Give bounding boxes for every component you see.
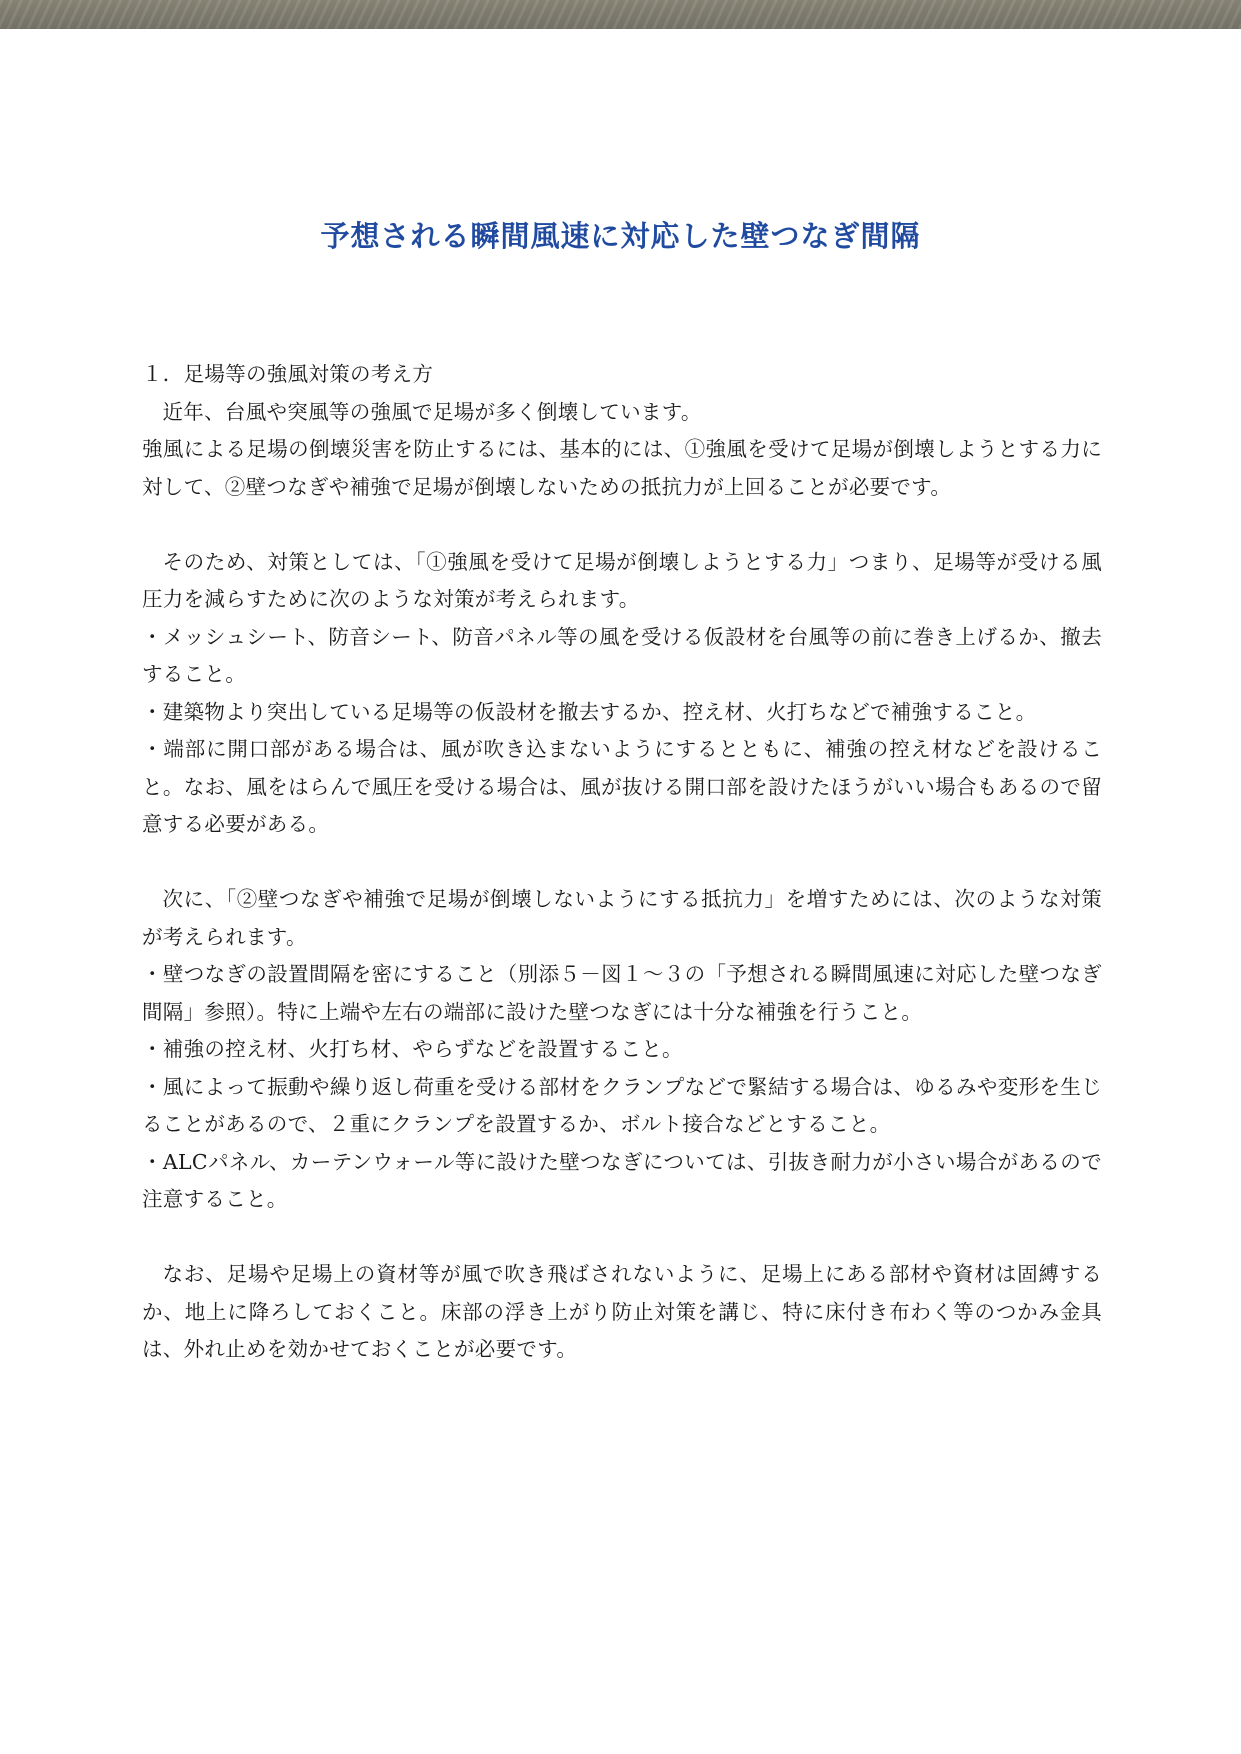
page-title: 予想される瞬間風速に対応した壁つなぎ間隔 (320, 219, 921, 253)
bullet-item: ・壁つなぎの設置間隔を密にすること（別添５－図１～３の「予想される瞬間風速に対応した壁つなぎ間隔」参照）。特に上端や左右の端部に設けた壁つなぎには十分な補強を行うこと。 (142, 962, 1102, 1024)
bullet-item: ・ALCパネル、カーテンウォール等に設けた壁つなぎについては、引抜き耐力が小さい場合があるので注意すること。 (142, 1149, 1102, 1211)
paragraph-gap (142, 506, 1102, 544)
paragraph-wind-force: そのため、対策としては、「①強風を受けて足場が倒壊しようとする力」つまり、足場等が受ける風圧力を減らすために次のような対策が考えられます。 (142, 549, 1102, 611)
paragraph-gap (142, 1219, 1102, 1257)
document-body (142, 356, 1102, 1369)
bullet-item: ・メッシュシート、防音シート、防音パネル等の風を受ける仮設材を台風等の前に巻き上げるか、撤去すること。 (142, 624, 1102, 686)
section-heading: １．足場等の強風対策の考え方 (142, 362, 434, 386)
paragraph-materials: なお、足場や足場上の資材等が風で吹き飛ばされないように、足場上にある部材や資材は固縛するか、地上に降ろしておくこと。床部の浮き上がり防止対策を講じ、特に床付き布わく等のつかみ金具は、外れ止めを効かせておくことが必要です。 (142, 1262, 1102, 1361)
paragraph-gap (142, 844, 1102, 882)
paragraph-intro: 近年、台風や突風等の強風で足場が多く倒壊しています。 (162, 399, 702, 424)
paragraph-resistance: 次に、「②壁つなぎや補強で足場が倒壊しないようにする抵抗力」を増すためには、次のような対策が考えられます。 (142, 887, 1102, 949)
bullet-item: ・風によって振動や繰り返し荷重を受ける部材をクランプなどで緊結する場合は、ゆるみや変形を生じることがあるので、２重にクランプを設置するか、ボルト接合などとすること。 (142, 1074, 1102, 1136)
bullet-item: ・補強の控え材、火打ち材、やらずなどを設置すること。 (142, 1037, 683, 1061)
paragraph-principle: 強風による足場の倒壊災害を防止するには、基本的には、①強風を受けて足場が倒壊しようとする力に対して、②壁つなぎや補強で足場が倒壊しないための抵抗力が上回ることが必要です。 (142, 437, 1102, 499)
header-band (0, 0, 1241, 29)
bullet-item: ・建築物より突出している足場等の仮設材を撤去するか、控え材、火打ちなどで補強すること。 (142, 699, 1037, 724)
bullet-item: ・端部に開口部がある場合は、風が吹き込まないようにするとともに、補強の控え材などを設けること。なお、風をはらんで風圧を受ける場合は、風が抜ける開口部を設けたほうがいい場合もあるので留意する必要がある。 (142, 737, 1102, 836)
